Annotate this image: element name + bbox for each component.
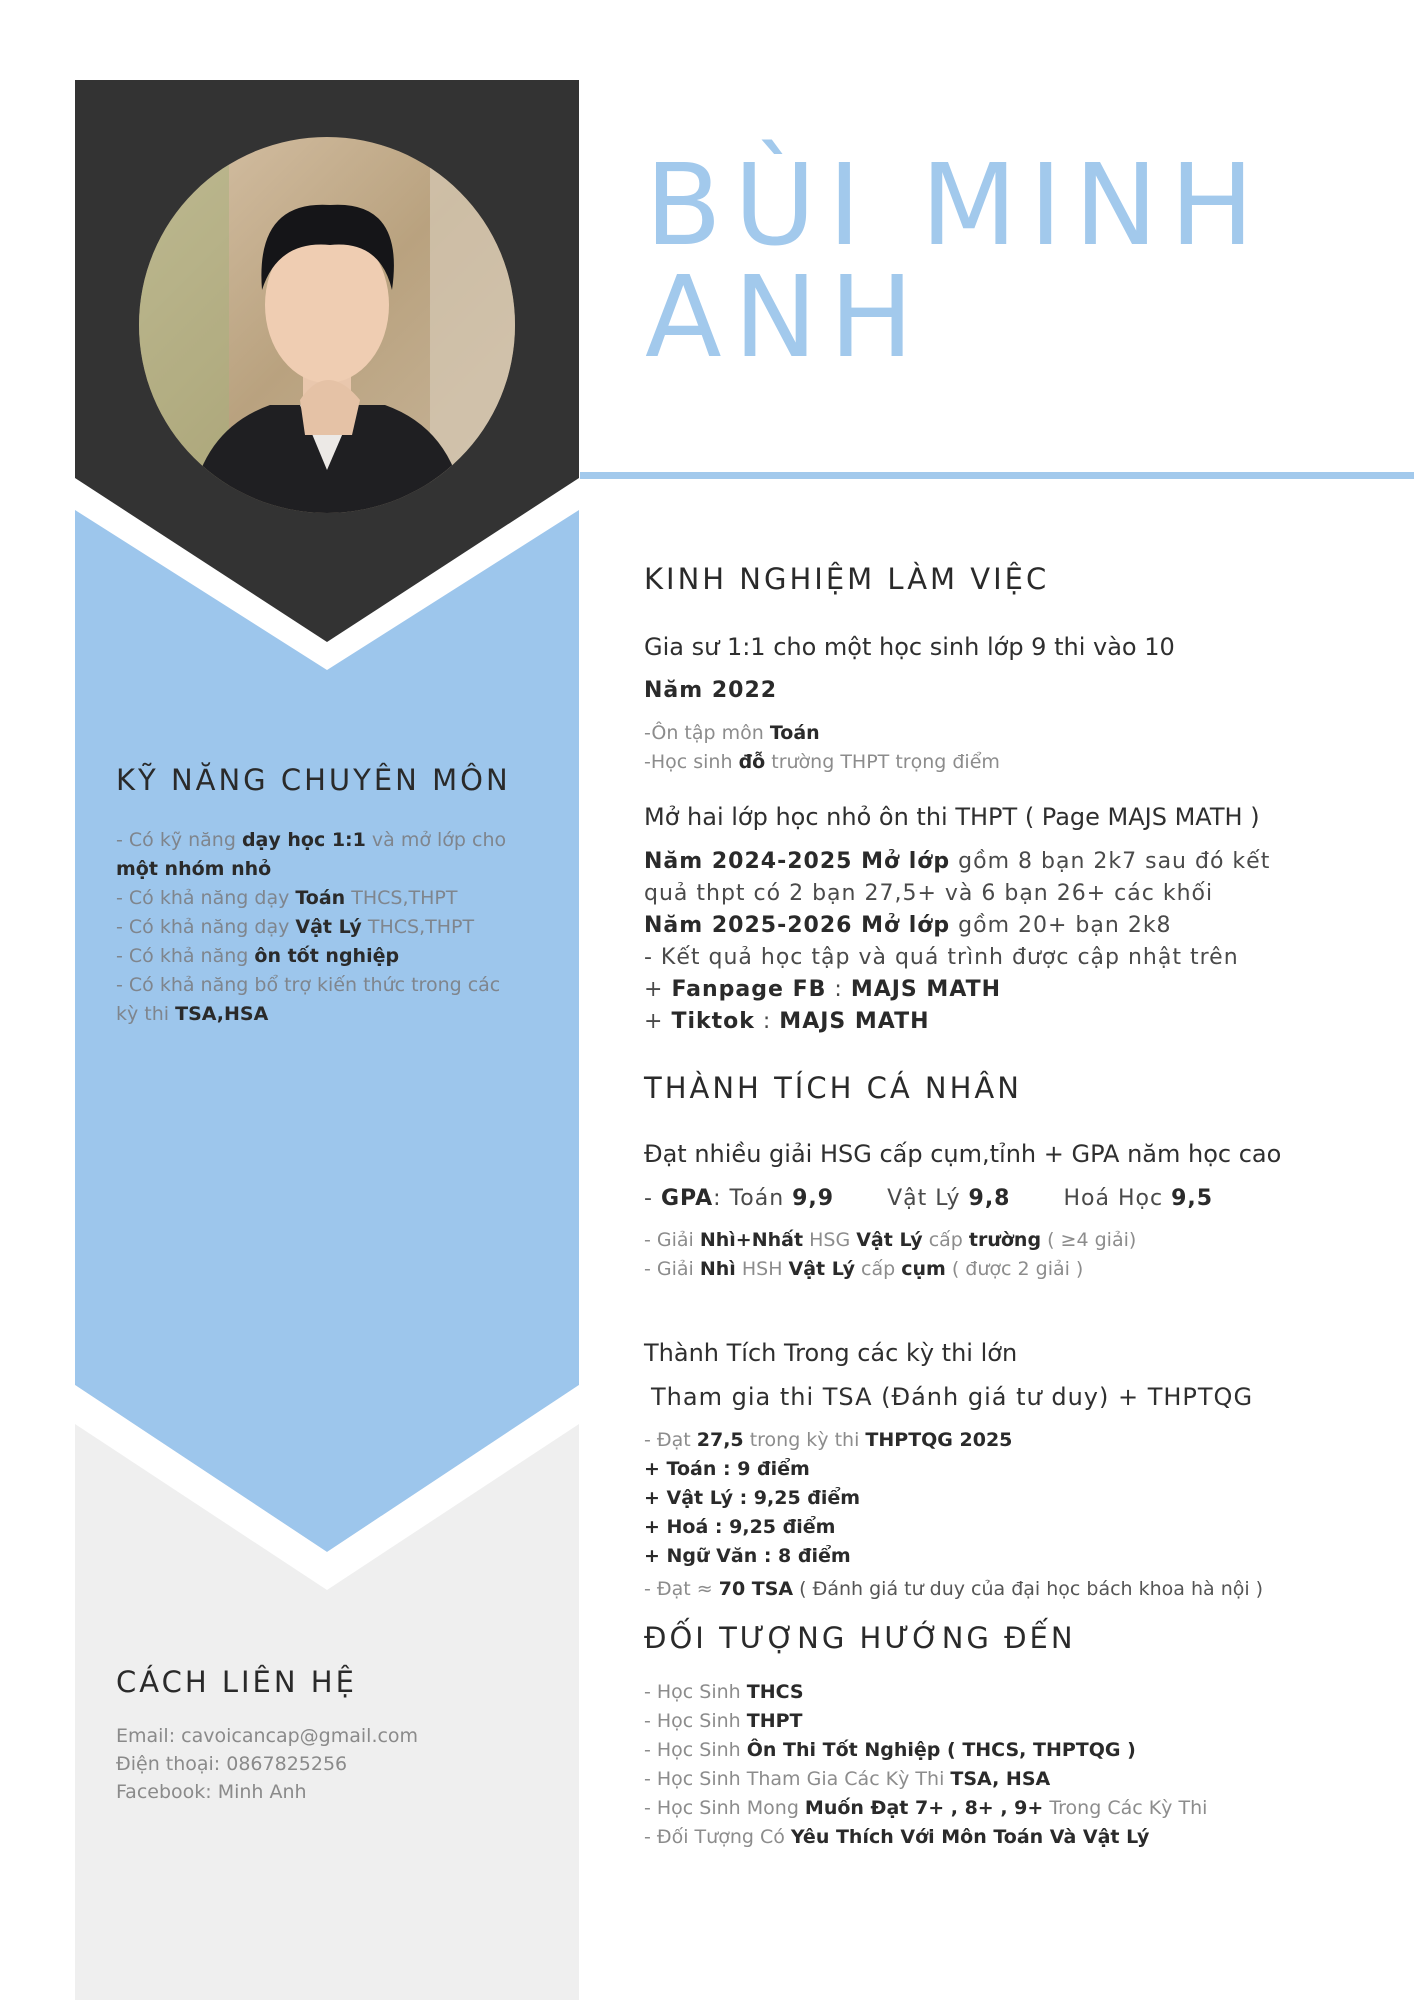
- job2-line: [644, 1006, 1364, 1038]
- award-item-text: - Giải: [644, 1258, 700, 1280]
- target-item-text: Trong Các Kỳ Thi: [1043, 1797, 1208, 1819]
- target-item: [644, 1765, 1364, 1794]
- target-item-text: - Đối Tượng Có: [644, 1826, 791, 1848]
- contact-facebook[interactable]: Facebook: Minh Anh: [116, 1781, 307, 1803]
- blue-chevron-panel: [75, 510, 579, 1552]
- target-item: [644, 1736, 1364, 1765]
- target-item-text: - Học Sinh: [644, 1739, 747, 1761]
- exam-line-text: - Đạt: [644, 1429, 697, 1451]
- skill-line-text: - Có kỹ năng: [116, 829, 242, 851]
- job2-line-text: +: [644, 1009, 672, 1034]
- target-item-bold: Yêu Thích Với Môn Toán Và Vật Lý: [790, 1826, 1150, 1848]
- job2-line-text: gồm 8 bạn 2k7 sau đó kết: [950, 849, 1271, 874]
- skill-line-text: và mở lớp cho: [365, 829, 507, 851]
- job1-year-text: Năm 2022: [644, 678, 778, 703]
- job1-item-text: -Học sinh: [644, 751, 739, 773]
- job2-line: [644, 910, 1364, 942]
- skill-line: [116, 884, 556, 913]
- award-item-bold: Vật Lý: [788, 1258, 855, 1280]
- skill-line-bold: Vật Lý: [295, 916, 362, 938]
- job2-line-text: :: [754, 1009, 780, 1034]
- job1-item: [644, 748, 1364, 777]
- skill-line-bold: Toán: [295, 887, 346, 909]
- job2-details: [644, 846, 1364, 1038]
- full-name: [645, 141, 1267, 383]
- exam-line-bold: THPTQG 2025: [865, 1429, 1013, 1451]
- job2-line-text: :: [826, 977, 851, 1002]
- job2-line: [644, 846, 1364, 878]
- tsa-suffix: ( Đánh giá tư duy của đại học bách khoa hà nội ): [793, 1578, 1264, 1600]
- name-line-2: ANH: [645, 253, 926, 383]
- award-item-bold: Nhì+Nhất: [699, 1229, 804, 1251]
- achievements-subtitle: Đạt nhiều giải HSG cấp cụm,tỉnh + GPA năm học cao: [644, 1140, 1282, 1168]
- award-item-bold: Nhì: [699, 1258, 736, 1280]
- gpa-physics-value: 9,8: [968, 1186, 1011, 1211]
- award-item: [644, 1255, 1364, 1284]
- target-item: [644, 1707, 1364, 1736]
- target-item-bold: Ôn Thi Tốt Nghiệp ( THCS, THPTQG ): [746, 1739, 1136, 1761]
- experience-heading: KINH NGHIỆM LÀM VIỆC: [644, 562, 1050, 596]
- target-item: [644, 1823, 1364, 1852]
- skill-line: [116, 942, 556, 971]
- award-item-text: ( được 2 giải ): [945, 1258, 1084, 1280]
- job2-line-text: +: [644, 977, 672, 1002]
- award-item-bold: cụm: [901, 1258, 946, 1280]
- award-item-text: - Giải: [644, 1229, 700, 1251]
- award-item-text: HSG: [803, 1229, 857, 1251]
- portrait-photo: [139, 137, 515, 513]
- skill-line-text: THCS,THPT: [345, 887, 458, 909]
- skill-line-bold: ôn tốt nghiệp: [254, 945, 400, 967]
- name-line-1: BÙI MINH: [645, 141, 1267, 271]
- gpa-math-label: : Toán: [713, 1186, 793, 1211]
- tsa-prefix: - Đạt ≈: [644, 1578, 719, 1600]
- target-item-text: - Học Sinh: [644, 1681, 747, 1703]
- award-item-bold: trường: [968, 1229, 1042, 1251]
- exam-line: [644, 1513, 1364, 1542]
- award-item: [644, 1226, 1364, 1255]
- skill-line-text: - Có khả năng: [116, 945, 255, 967]
- target-item-bold: THPT: [746, 1710, 803, 1732]
- job2-title: Mở hai lớp học nhỏ ôn thi THPT ( Page MAJS MATH ): [644, 803, 1260, 831]
- job1-item-bold: Toán: [769, 722, 820, 744]
- skill-line-bold: TSA,HSA: [175, 1003, 269, 1025]
- targets-list: [644, 1678, 1364, 1852]
- targets-heading: ĐỐI TƯỢNG HƯỚNG ĐẾN: [644, 1621, 1076, 1655]
- skill-line: [116, 1000, 556, 1029]
- skills-heading: KỸ NĂNG CHUYÊN MÔN: [116, 763, 511, 797]
- exam-line-bold: + Hoá : 9,25 điểm: [644, 1516, 836, 1538]
- job2-line-bold: Năm 2024-2025 Mở lớp: [644, 849, 951, 874]
- contact-details: [116, 1722, 418, 1806]
- exam-line-bold: + Ngữ Văn : 8 điểm: [644, 1545, 851, 1567]
- skill-line: [116, 913, 556, 942]
- skill-line-bold: một nhóm nhỏ: [116, 858, 272, 880]
- tsa-value: 70 TSA: [718, 1578, 794, 1600]
- job2-line-bold: MAJS MATH: [779, 1009, 930, 1034]
- exam-line: [644, 1484, 1364, 1513]
- job2-line-bold: Fanpage FB: [671, 977, 827, 1002]
- award-item-text: cấp: [922, 1229, 969, 1251]
- job1-item-text: -Ôn tập môn: [644, 722, 770, 744]
- job2-line-text: quả thpt có 2 bạn 27,5+ và 6 bạn 26+ các khối: [644, 881, 1214, 906]
- gpa-chemistry-value: 9,5: [1171, 1186, 1214, 1211]
- job1-year: [644, 675, 1364, 707]
- skill-line-bold: dạy học 1:1: [241, 829, 366, 851]
- name-divider: [580, 472, 1414, 479]
- skill-line: [116, 855, 556, 884]
- exam-line: [644, 1426, 1364, 1455]
- exam-line-bold: + Toán : 9 điểm: [644, 1458, 810, 1480]
- skill-line-text: kỳ thi: [116, 1003, 176, 1025]
- skill-line-text: - Có khả năng bổ trợ kiến thức trong các: [116, 974, 501, 996]
- gpa-prefix: -: [644, 1186, 661, 1211]
- job1-item-text: trường THPT trọng điểm: [765, 751, 1000, 773]
- gpa-physics-label: Vật Lý: [887, 1186, 969, 1211]
- job2-line: [644, 878, 1364, 910]
- gpa-chemistry-label: Hoá Học: [1063, 1186, 1172, 1211]
- job2-line-text: - Kết quả học tập và quá trình được cập nhật trên: [644, 945, 1239, 970]
- skill-line-text: - Có khả năng dạy: [116, 887, 296, 909]
- job1-item: [644, 719, 1364, 748]
- exam-line: [644, 1455, 1364, 1484]
- target-item-text: - Học Sinh: [644, 1710, 747, 1732]
- job2-line-bold: Tiktok: [671, 1009, 755, 1034]
- target-item: [644, 1794, 1364, 1823]
- contact-heading: CÁCH LIÊN HỆ: [116, 1665, 357, 1699]
- target-item-text: - Học Sinh Tham Gia Các Kỳ Thi: [644, 1768, 951, 1790]
- job2-line-bold: MAJS MATH: [850, 977, 1002, 1002]
- job1-items: [644, 719, 1364, 777]
- award-item-text: cấp: [854, 1258, 902, 1280]
- skill-line-text: - Có khả năng dạy: [116, 916, 296, 938]
- awards-list: [644, 1226, 1364, 1284]
- tsa-result: [644, 1575, 1364, 1604]
- job2-line: [644, 942, 1364, 974]
- gpa-row: [644, 1183, 1364, 1215]
- gpa-math-value: 9,9: [792, 1186, 835, 1211]
- skill-line: [116, 826, 556, 855]
- exams-heading: Thành Tích Trong các kỳ thi lớn: [644, 1339, 1018, 1367]
- contact-phone[interactable]: Điện thoại: 0867825256: [116, 1753, 348, 1775]
- exams-subtitle: Tham gia thi TSA (Đánh giá tư duy) + THPTQG: [651, 1383, 1254, 1411]
- exam-line-bold: 27,5: [696, 1429, 744, 1451]
- skills-list: [116, 826, 556, 1029]
- exam-line: [644, 1542, 1364, 1571]
- job2-line: [644, 974, 1364, 1006]
- target-item-bold: TSA, HSA: [950, 1768, 1051, 1790]
- gpa-label: GPA: [660, 1186, 714, 1211]
- job1-item-bold: đỗ: [738, 751, 766, 773]
- exam-line-text: trong kỳ thi: [743, 1429, 866, 1451]
- target-item: [644, 1678, 1364, 1707]
- target-item-bold: THCS: [746, 1681, 804, 1703]
- target-item-text: - Học Sinh Mong: [644, 1797, 805, 1819]
- job2-line-text: gồm 20+ bạn 2k8: [950, 913, 1172, 938]
- exam-results: [644, 1426, 1364, 1571]
- skill-line-text: THCS,THPT: [361, 916, 475, 938]
- job1-title: Gia sư 1:1 cho một học sinh lớp 9 thi vào 10: [644, 633, 1175, 661]
- target-item-bold: Muốn Đạt 7+ , 8+ , 9+: [804, 1797, 1044, 1819]
- job2-line-bold: Năm 2025-2026 Mở lớp: [644, 913, 951, 938]
- exam-line-bold: + Vật Lý : 9,25 điểm: [644, 1487, 861, 1509]
- contact-email[interactable]: Email: cavoicancap@gmail.com: [116, 1725, 419, 1747]
- achievements-heading: THÀNH TÍCH CÁ NHÂN: [644, 1071, 1022, 1105]
- award-item-text: HSH: [735, 1258, 789, 1280]
- award-item-text: ( ≥4 giải): [1041, 1229, 1137, 1251]
- skill-line: [116, 971, 556, 1000]
- award-item-bold: Vật Lý: [856, 1229, 923, 1251]
